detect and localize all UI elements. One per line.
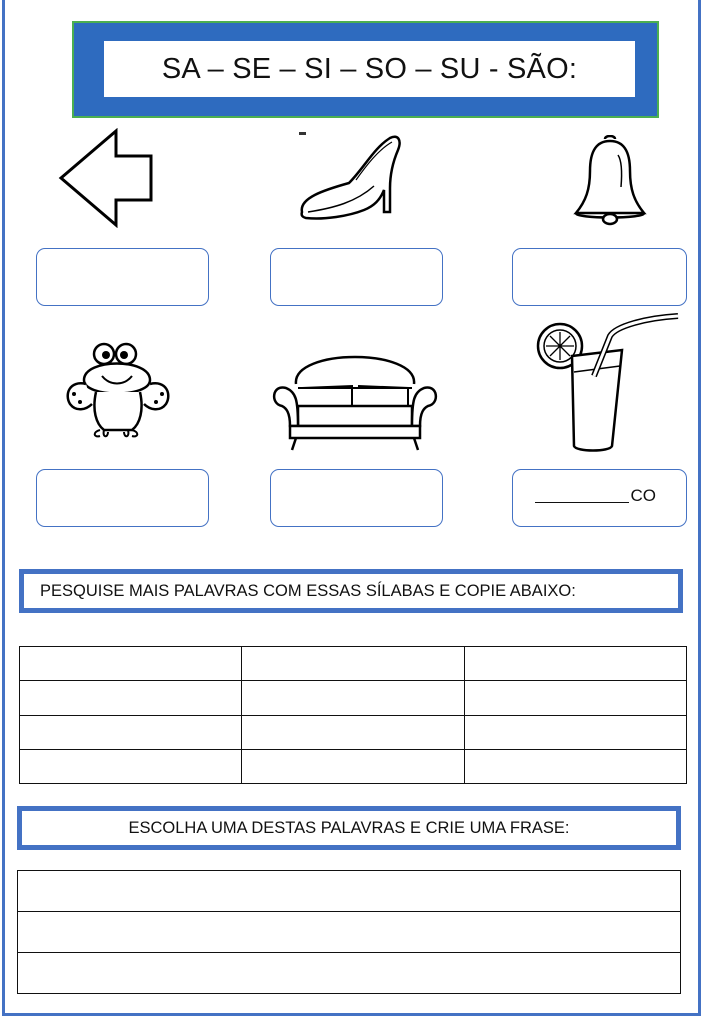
table-row bbox=[20, 681, 687, 715]
title-box bbox=[104, 41, 635, 97]
table-cell[interactable] bbox=[242, 681, 464, 715]
answer-box-sofa[interactable] bbox=[270, 469, 443, 527]
page-title: SA – SE – SI – SO – SU - SÃO: bbox=[161, 52, 578, 85]
answer-box-frog[interactable] bbox=[36, 469, 209, 527]
table-cell[interactable] bbox=[464, 647, 686, 681]
table-cell[interactable] bbox=[242, 647, 464, 681]
arrow-icon bbox=[58, 128, 156, 228]
answer-box-juice[interactable] bbox=[512, 469, 687, 527]
juice-glass-icon bbox=[536, 310, 682, 456]
table-row bbox=[20, 647, 687, 681]
research-prompt: PESQUISE MAIS PALAVRAS COM ESSAS SÍLABAS E COPIE ABAIXO: bbox=[40, 581, 576, 600]
sentence-lines[interactable] bbox=[17, 870, 681, 994]
table-cell[interactable] bbox=[242, 749, 464, 783]
table-cell[interactable] bbox=[20, 681, 242, 715]
frog-icon bbox=[62, 340, 174, 440]
answer-box-arrow[interactable] bbox=[36, 248, 209, 306]
research-banner bbox=[19, 569, 683, 613]
writing-line bbox=[18, 911, 680, 912]
writing-line bbox=[18, 952, 680, 953]
table-cell[interactable] bbox=[464, 749, 686, 783]
table-cell[interactable] bbox=[20, 715, 242, 749]
table-row bbox=[20, 749, 687, 783]
high-heel-shoe-icon bbox=[294, 128, 412, 226]
table-cell[interactable] bbox=[242, 715, 464, 749]
answer-box-bell[interactable] bbox=[512, 248, 687, 306]
table-cell[interactable] bbox=[464, 681, 686, 715]
hint-suffix: CO bbox=[630, 486, 656, 505]
sofa-icon bbox=[268, 340, 442, 452]
words-table bbox=[19, 646, 687, 784]
table-cell[interactable] bbox=[464, 715, 686, 749]
blank-line bbox=[535, 502, 629, 503]
table-cell[interactable] bbox=[20, 647, 242, 681]
sentence-prompt: ESCOLHA UMA DESTAS PALAVRAS E CRIE UMA FRASE: bbox=[128, 818, 570, 837]
table-row bbox=[20, 715, 687, 749]
bell-icon bbox=[570, 135, 650, 230]
answer-box-shoe[interactable] bbox=[270, 248, 443, 306]
fill-in-hint bbox=[535, 486, 657, 506]
sentence-banner bbox=[17, 806, 681, 850]
table-cell[interactable] bbox=[20, 749, 242, 783]
